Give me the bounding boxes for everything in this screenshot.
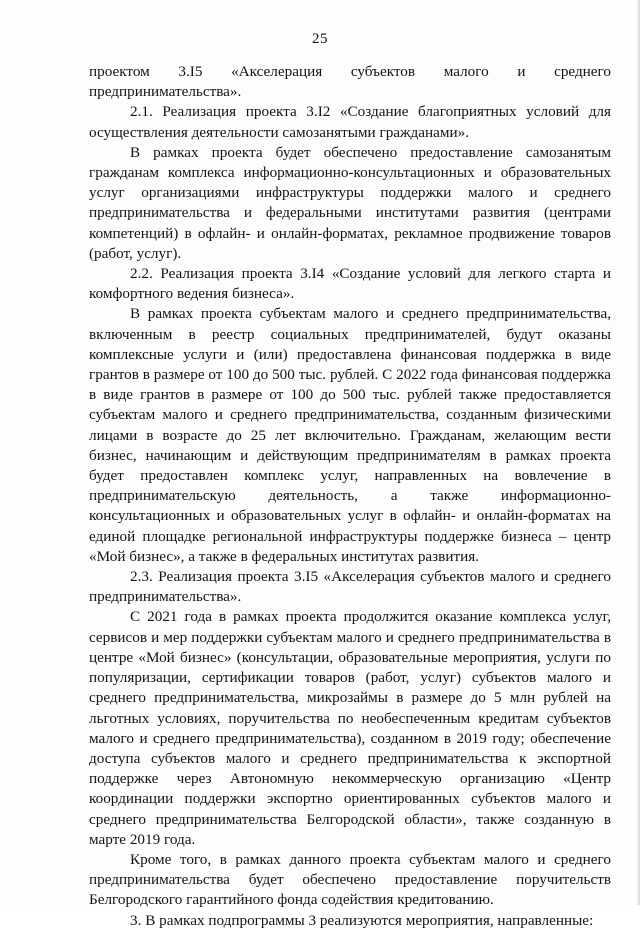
paragraph-section-2-1-heading: 2.1. Реализация проекта 3.I2 «Создание благоприятных условий для осуществления деятельности самозанятыми гражданами». — [89, 103, 611, 141]
paragraph-acceleration-services: С 2021 года в рамках проекта продолжится оказание комплекса услуг, сервисов и мер поддержки субъектам малого и среднего предпринимательства в центре «Мой бизнес» (консультации, образовательные мероприятия, услуги по популяризации, сертификации товаров (работ, услуг) субъектов малого и среднего предпринимательства, микрозаймы в размере до 5 млн рублей на льготных условиях, поручительства по необеспеченным кредитам субъектов малого и среднего предпринимательства), созданном в 2019 году; обеспечение доступа субъектов малого и среднего предпринимательства к экспортной поддержке через Автономную некоммерческую организацию «Центр координации поддержки экспортно ориентированных субъектов малого и среднего предпринимательства Белгородской области», также созданную в марте 2019 года. — [89, 608, 611, 848]
paragraph-project-continuation: проектом 3.I5 «Акселерация субъектов малого и среднего предпринимательства». — [89, 63, 611, 101]
paragraph-subprogram-3-intro: 3. В рамках подпрограммы 3 реализуются мероприятия, направленные: — [130, 911, 594, 929]
paragraph-section-2-2-heading: 2.2. Реализация проекта 3.I4 «Создание условий для легкого старта и комфортного ведения бизнеса». — [89, 265, 611, 303]
paragraph-self-employed-support: В рамках проекта будет обеспечено предоставление самозанятым гражданам комплекса информационно-консультационных и образовательных услуг организациями инфраструктуры поддержки малого и среднего предпринимательства и федеральными институтами развития (центрами компетенций) в офлайн- и онлайн-форматах, рекламное продвижение товаров (работ, услуг). — [89, 143, 611, 262]
paragraph-social-entrepreneurs-grants: В рамках проекта субъектам малого и среднего предпринимательства, включенным в реестр социальных предпринимателей, будут оказаны комплексные услуги и (или) предоставлена финансовая поддержка в виде грантов в размере от 100 до 500 тыс. рублей. С 2022 года финансовая поддержка в виде грантов в размере от 100 до 500 тыс. рублей также предоставляется субъектам малого и среднего предпринимательства, созданным физическими лицами в возрасте до 25 лет включительно. Гражданам, желающим вести бизнес, начинающим и действующим предпринимателям в рамках проекта будет предоставлен комплекс услуг, направленных на вовлечение в предпринимательскую деятельность, а также информационно-консультационных и образовательных услуг в офлайн- и онлайн-форматах на единой площадке региональной инфраструктуры поддержке бизнеса – центр «Мой бизнес», а также в федеральных институтах развития. — [89, 305, 611, 565]
paragraph-section-2-3-heading: 2.3. Реализация проекта 3.I5 «Акселерация субъектов малого и среднего предпринимательства». — [89, 568, 611, 606]
paragraph-guarantee-fund: Кроме того, в рамках данного проекта субъектам малого и среднего предпринимательства будет обеспечено предоставление поручительств Белгородского гарантийного фонда содействия кредитованию. — [89, 850, 611, 909]
page-number: 25 — [312, 31, 328, 47]
document-body — [89, 62, 611, 931]
